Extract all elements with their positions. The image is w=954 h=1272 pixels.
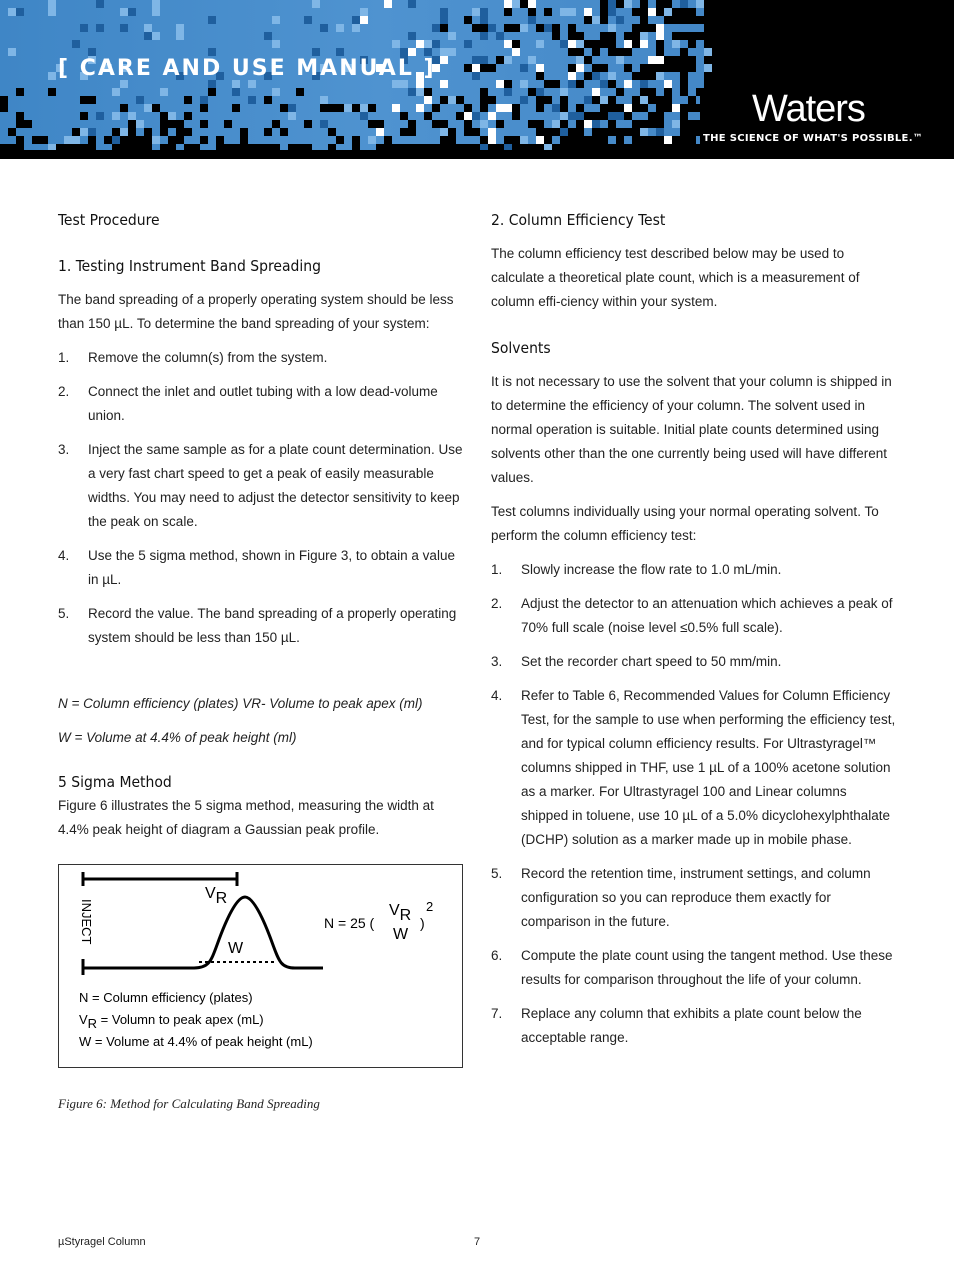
legend-n: N = Column efficiency (plates) bbox=[79, 990, 253, 1005]
waters-logo: Waters bbox=[752, 88, 865, 130]
list-item: 3. Inject the same sample as for a plate count determination. Use a very fast chart speed to get a peak of easily measurable widths. You may need to adjust the detector sensitivity to keep the peak on scale. bbox=[58, 442, 463, 529]
efficiency-steps bbox=[491, 558, 897, 1050]
svg-text:VR: VR bbox=[205, 885, 228, 907]
manual-title: [ CARE AND USE MANUAL ] bbox=[58, 56, 436, 81]
formula-denominator: W bbox=[393, 926, 409, 943]
formula-suffix: ) bbox=[420, 915, 425, 931]
left-column bbox=[58, 208, 466, 842]
band-spreading-steps bbox=[58, 346, 466, 650]
svg-text:VR = Volumn to peak apex (mL): VR = Volumn to peak apex (mL) bbox=[79, 1012, 264, 1031]
list-item: 5. Record the retention time, instrument settings, and column configuration so you can reproduce them exactly for comparison in the future. bbox=[491, 866, 871, 929]
sigma-heading: 5 Sigma Method bbox=[58, 773, 172, 791]
page-number: 7 bbox=[474, 1236, 481, 1248]
list-item: 4. Refer to Table 6, Recommended Values for Column Efficiency Test, for the sample to use when performing the efficiency test, and for typical column efficiency results. For Ultrastyragel™ columns shipped in THF, use 1 µL of a 100% acetone solution as a marker. For Ultrastyragel 100 and Linear columns shipped in toluene, use 10 µL of a 5.0% dicyclohexylphthalate (DCHP) solution as a marker made up in mobile phase. bbox=[491, 688, 896, 847]
figure-diagram bbox=[59, 865, 462, 1067]
list-item: 5. Record the value. The band spreading of a properly operating system should be less than 150 µL. bbox=[58, 606, 457, 645]
section1-heading: 1. Testing Instrument Band Spreading bbox=[58, 257, 321, 275]
solvents-paragraph-1: It is not necessary to use the solvent that your column is shipped in to determine the efficiency of your column. The solvent used in normal operation is suitable. Initial plate counts determined using solvents other than the one currently being used will have different values. bbox=[491, 374, 892, 485]
list-item: 7. Replace any column that exhibits a plate count below the acceptable range. bbox=[491, 1006, 862, 1045]
list-item: 2. Connect the inlet and outlet tubing with a low dead-volume union. bbox=[58, 384, 438, 423]
tagline: THE SCIENCE OF WHAT'S POSSIBLE.™ bbox=[703, 133, 924, 144]
header-banner bbox=[0, 0, 954, 159]
test-procedure-heading: Test Procedure bbox=[58, 211, 160, 229]
list-item: 3. Set the recorder chart speed to 50 mm/min. bbox=[491, 654, 782, 669]
band-spreading-figure bbox=[58, 864, 463, 1068]
right-column bbox=[491, 208, 897, 1050]
section1-intro: The band spreading of a properly operating system should be less than 150 µL. To determine the band spreading of your system: bbox=[58, 292, 454, 331]
legend-w: W = Volume at 4.4% of peak height (mL) bbox=[79, 1034, 313, 1049]
svg-text:VR: VR bbox=[389, 902, 412, 924]
figure-caption: Figure 6: Method for Calculating Band Spreading bbox=[58, 1096, 320, 1111]
section2-heading: 2. Column Efficiency Test bbox=[491, 211, 666, 229]
gaussian-peak bbox=[83, 897, 323, 968]
section2-text: The column efficiency test described below may be used to calculate a theoretical plate count, which is a measurement of column effi-ciency within your system. bbox=[491, 246, 860, 309]
footer-product: µStyragel Column bbox=[58, 1236, 146, 1248]
definition-w: W = Volume at 4.4% of peak height (ml) bbox=[58, 730, 297, 745]
definition-n: N = Column efficiency (plates) VR- Volume to peak apex (ml) bbox=[58, 696, 423, 711]
sigma-text: Figure 6 illustrates the 5 sigma method, measuring the width at 4.4% peak height of diagram a Gaussian peak profile. bbox=[58, 798, 434, 837]
list-item: 4. Use the 5 sigma method, shown in Figure 3, to obtain a value in µL. bbox=[58, 548, 455, 587]
list-item: 2. Adjust the detector to an attenuation which achieves a peak of 70% full scale (noise level ≤0.5% full scale). bbox=[491, 596, 893, 635]
list-item: 1. Remove the column(s) from the system. bbox=[58, 350, 328, 365]
formula-exponent: 2 bbox=[426, 899, 434, 914]
peak-width-label: W bbox=[228, 940, 244, 957]
formula-prefix: N = 25 ( bbox=[324, 915, 375, 931]
inject-label: INJECT bbox=[79, 899, 94, 945]
solvents-heading: Solvents bbox=[491, 339, 551, 357]
solvents-paragraph-2: Test columns individually using your normal operating solvent. To perform the column efficiency test: bbox=[491, 504, 879, 543]
list-item: 1. Slowly increase the flow rate to 1.0 mL/min. bbox=[491, 562, 782, 577]
list-item: 6. Compute the plate count using the tangent method. Use these results for comparison throughout the life of your column. bbox=[491, 948, 893, 987]
